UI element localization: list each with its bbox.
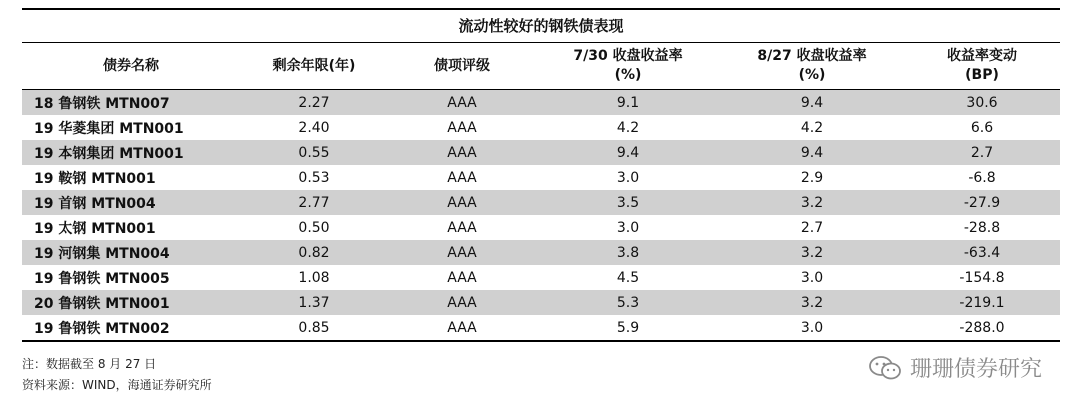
cell-remaining-years: 2.77 xyxy=(240,190,388,215)
table-row xyxy=(22,90,1060,116)
cell-bond-name: 20 鲁钢铁 MTN001 xyxy=(22,290,240,315)
cell-remaining-years: 0.55 xyxy=(240,140,388,165)
table-header xyxy=(22,43,1060,90)
cell-yield-0827: 9.4 xyxy=(720,140,904,165)
cell-yield-0730: 3.0 xyxy=(616,169,640,186)
table-row xyxy=(22,290,1060,315)
header-rating: 债项评级 xyxy=(434,57,490,74)
header-yield-0730-line2: (%) xyxy=(614,67,642,83)
wechat-icon xyxy=(868,354,902,382)
cell-remaining-years: 0.82 xyxy=(240,240,388,265)
cell-yield-0827: 2.9 xyxy=(800,169,824,186)
cell-rating: AAA xyxy=(447,269,477,286)
header-yield-change-line1: 收益率变动 xyxy=(947,48,1017,64)
cell-yield-0827: 3.0 xyxy=(800,269,824,286)
table-row xyxy=(22,190,1060,215)
header-yield-change xyxy=(904,43,1060,90)
table-row xyxy=(22,215,1060,240)
header-yield-0827-line2: (%) xyxy=(798,67,826,83)
cell-rating: AAA xyxy=(447,219,477,236)
header-bond-name: 债券名称 xyxy=(103,57,159,74)
cell-remaining-years: 0.85 xyxy=(298,319,330,336)
cell-remaining-years: 2.27 xyxy=(240,90,388,116)
bond-table-container xyxy=(22,8,1060,342)
cell-rating: AAA xyxy=(388,190,536,215)
cell-yield-change: -28.8 xyxy=(963,219,1001,236)
cell-bond-name: 19 鲁钢铁 MTN005 xyxy=(34,270,170,287)
cell-remaining-years: 2.40 xyxy=(298,119,330,136)
cell-rating: AAA xyxy=(388,240,536,265)
cell-remaining-years: 1.08 xyxy=(298,269,330,286)
cell-rating: AAA xyxy=(388,140,536,165)
table-row xyxy=(22,265,1060,290)
cell-bond-name: 19 鞍钢 MTN001 xyxy=(34,170,156,187)
cell-yield-0730: 4.5 xyxy=(616,269,640,286)
cell-rating: AAA xyxy=(388,290,536,315)
cell-yield-0730: 9.1 xyxy=(536,90,720,116)
data-date-note: 注：数据截至 8 月 27 日 xyxy=(22,357,157,371)
source-note: 资料来源：WIND，海通证券研究所 xyxy=(22,378,212,392)
cell-remaining-years: 0.53 xyxy=(298,169,330,186)
cell-yield-0730: 4.2 xyxy=(616,119,640,136)
bond-performance-table xyxy=(22,43,1060,342)
cell-yield-0827: 2.7 xyxy=(800,219,824,236)
cell-bond-name: 19 河钢集 MTN004 xyxy=(22,240,240,265)
watermark-text: 珊珊债券研究 xyxy=(909,357,1042,382)
cell-rating: AAA xyxy=(447,319,477,336)
cell-yield-change: -6.8 xyxy=(968,169,996,186)
cell-yield-0730: 5.3 xyxy=(536,290,720,315)
cell-yield-0730: 3.8 xyxy=(536,240,720,265)
cell-bond-name: 19 太钢 MTN001 xyxy=(34,220,156,237)
header-yield-change-line2: (BP) xyxy=(965,67,999,83)
cell-bond-name: 19 本钢集团 MTN001 xyxy=(22,140,240,165)
table-row xyxy=(22,315,1060,341)
header-remaining-years: 剩余年限(年) xyxy=(272,57,356,74)
header-yield-0730-line1: 7/30 收盘收益率 xyxy=(573,48,683,64)
cell-yield-0827: 3.2 xyxy=(720,290,904,315)
cell-yield-0730: 3.0 xyxy=(616,219,640,236)
cell-bond-name: 19 鲁钢铁 MTN002 xyxy=(34,320,170,337)
header-yield-0827-line1: 8/27 收盘收益率 xyxy=(757,48,867,64)
cell-yield-change: 6.6 xyxy=(970,119,994,136)
table-row xyxy=(22,140,1060,165)
cell-bond-name: 19 华菱集团 MTN001 xyxy=(34,120,184,137)
cell-yield-change: 30.6 xyxy=(904,90,1060,116)
cell-rating: AAA xyxy=(447,119,477,136)
footnotes xyxy=(22,354,212,396)
cell-remaining-years: 0.50 xyxy=(298,219,330,236)
cell-rating: AAA xyxy=(388,90,536,116)
watermark xyxy=(868,352,1042,383)
cell-yield-0730: 3.5 xyxy=(536,190,720,215)
cell-yield-change: -219.1 xyxy=(904,290,1060,315)
table-body xyxy=(22,90,1060,342)
table-title: 流动性较好的钢铁债表现 xyxy=(22,8,1060,43)
cell-bond-name: 19 首钢 MTN004 xyxy=(22,190,240,215)
cell-yield-change: -27.9 xyxy=(904,190,1060,215)
header-yield-0827 xyxy=(720,43,904,90)
cell-yield-change: -288.0 xyxy=(959,319,1005,336)
cell-yield-0827: 4.2 xyxy=(800,119,824,136)
cell-remaining-years: 1.37 xyxy=(240,290,388,315)
cell-yield-0730: 5.9 xyxy=(616,319,640,336)
cell-yield-0730: 9.4 xyxy=(536,140,720,165)
table-row xyxy=(22,240,1060,265)
cell-yield-0827: 9.4 xyxy=(720,90,904,116)
table-row xyxy=(22,115,1060,140)
cell-rating: AAA xyxy=(447,169,477,186)
cell-yield-0827: 3.2 xyxy=(720,240,904,265)
cell-bond-name: 18 鲁钢铁 MTN007 xyxy=(22,90,240,116)
cell-yield-change: -154.8 xyxy=(959,269,1005,286)
header-yield-0730 xyxy=(536,43,720,90)
cell-yield-0827: 3.2 xyxy=(720,190,904,215)
table-row xyxy=(22,165,1060,190)
cell-yield-0827: 3.0 xyxy=(800,319,824,336)
cell-yield-change: -63.4 xyxy=(904,240,1060,265)
cell-yield-change: 2.7 xyxy=(904,140,1060,165)
